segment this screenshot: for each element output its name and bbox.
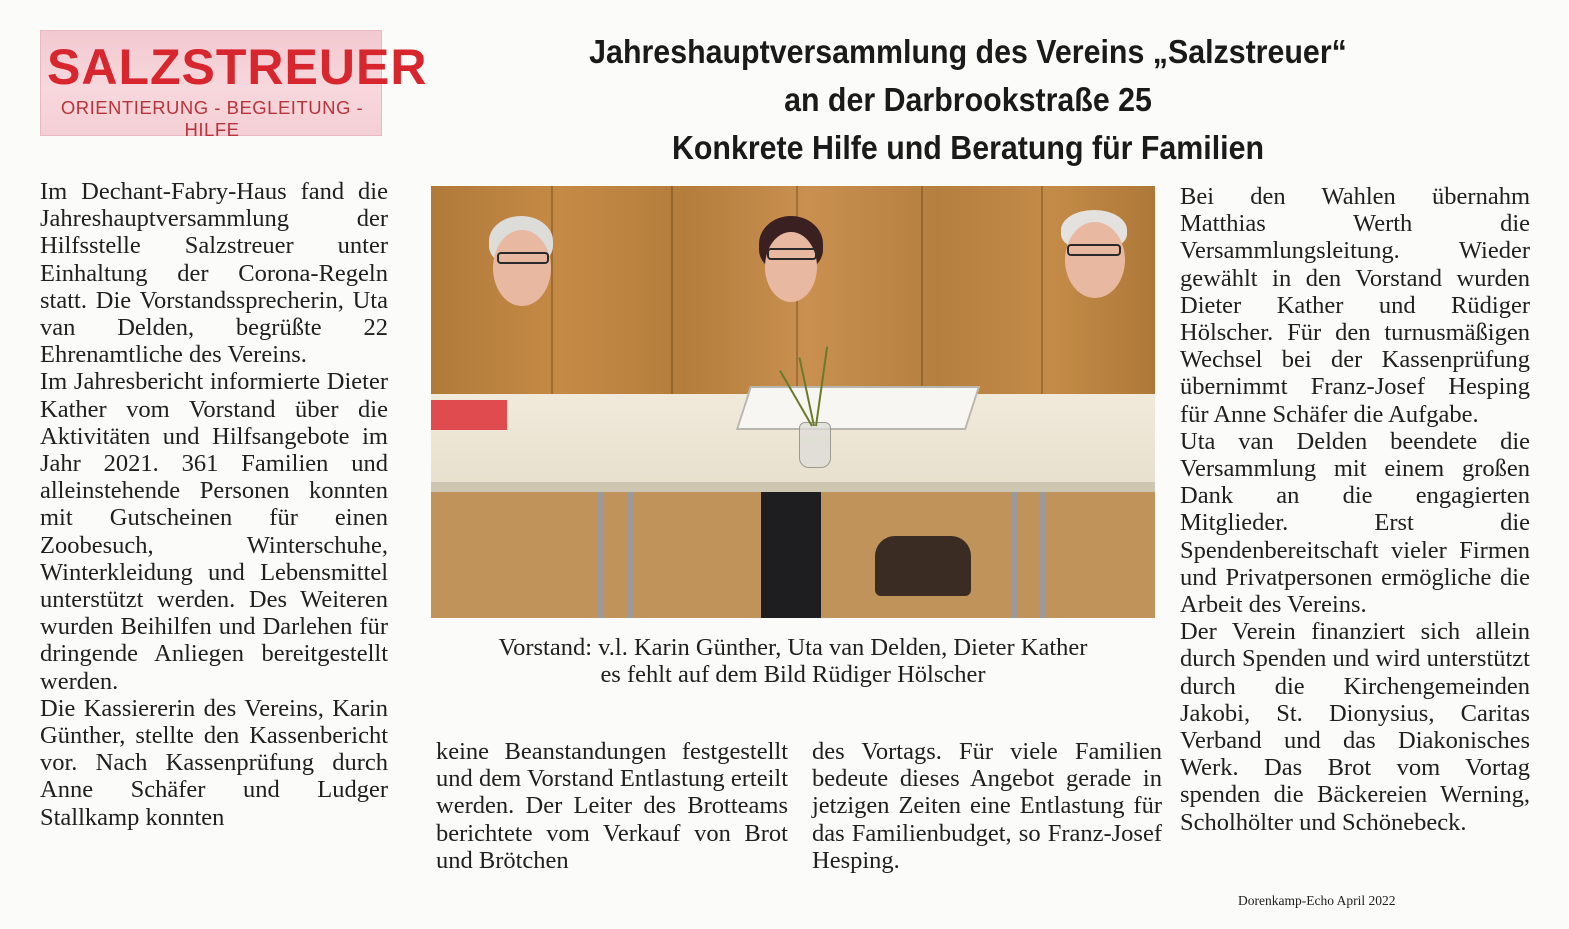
- salzstreuer-logo: [40, 30, 428, 140]
- photo-caption: [431, 634, 1155, 688]
- caption-line-2: es fehlt auf dem Bild Rüdiger Hölscher: [600, 661, 986, 688]
- caption-line-1: Vorstand: v.l. Karin Günther, Uta van Delden, Dieter Kather: [498, 634, 1088, 661]
- red-folder: [431, 400, 507, 430]
- paragraph: Im Dechant-Fabry-Haus fand die Jahreshauptversammlung der Hilfsstelle Salzstreuer unter Einhaltung der Corona-Regeln statt. Die Vorstandssprecherin, Uta van Delden, begrüßte 22 Ehrenamtliche des Vereins.: [40, 178, 388, 369]
- logo-wordmark: SALZSTREUER: [47, 39, 428, 95]
- binder: [736, 386, 980, 430]
- paragraph: Uta van Delden beendete die Versammlung mit einem großen Dank an die engagierten Mitglieder. Erst die Spendenbereitschaft vieler Firmen und Privatpersonen ermögliche die Arbeit des Vereins.: [1180, 427, 1530, 619]
- paragraph: Der Verein finanziert sich allein durch Spenden und wird unterstützt durch die Kirchengemeinden Jakobi, St. Dionysius, Caritas Verband und das Diakonisches Werk. Das Brot vom Vortag spenden die Bäckereien Werning, Scholhölter und Schönebeck.: [1180, 618, 1530, 836]
- board-photo: [431, 186, 1155, 618]
- paragraph: keine Beanstandungen festgestellt und dem Vorstand Entlastung erteilt werden. Der Leiter des Brotteams berichtete vom Verkauf von Brot und Brötchen: [436, 738, 788, 874]
- logo-tagline: ORIENTIERUNG - BEGLEITUNG - HILFE: [60, 97, 364, 140]
- paragraph: des Vortags. Für viele Familien bedeute dieses Angebot gerade in jetzigen Zeiten eine Entlastung für das Familienbudget, so Franz-Josef Hesping.: [812, 738, 1162, 874]
- paragraph: Die Kassiererin des Vereins, Karin Günther, stellte den Kassenbericht vor. Nach Kassenprüfung durch Anne Schäfer und Ludger Stallkamp konnten: [40, 694, 388, 831]
- paragraph: Im Jahresbericht informierte Dieter Kather vom Vorstand über die Aktivitäten und Hilfsangebote im Jahr 2021. 361 Familien und alleinstehende Personen konnten mit Gutscheinen für einen Zoobesuch, Winterschuhe, Winterkleidung und Lebensmittel unterstützt werden. Des Weiteren wurden Beihilfen und Darlehen für dringende Anliegen bereitgestellt werden.: [40, 368, 388, 695]
- article-column-2: [436, 738, 788, 874]
- article-headline: [473, 28, 1463, 172]
- publication-source: Dorenkamp-Echo April 2022: [1238, 893, 1396, 908]
- headline-line-3: Konkrete Hilfe und Beratung für Familien: [671, 129, 1265, 166]
- article-column-4: [1180, 183, 1530, 836]
- article-column-3: [812, 738, 1162, 874]
- flower-vase: [799, 422, 831, 468]
- headline-line-2: an der Darbrookstraße 25: [784, 81, 1152, 118]
- headline-line-1: Jahreshauptversammlung des Vereins „Salzstreuer“: [589, 33, 1347, 70]
- article-column-1: [40, 178, 388, 831]
- paragraph: Bei den Wahlen übernahm Matthias Werth die Versammlungsleitung. Wieder gewählt in den Vorstand wurden Dieter Kather und Rüdiger Hölscher. Für den turnusmäßigen Wechsel bei der Kassenprüfung übernimmt Franz-Josef Hesping für Anne Schäfer die Aufgabe.: [1180, 183, 1530, 428]
- handbag: [875, 536, 971, 596]
